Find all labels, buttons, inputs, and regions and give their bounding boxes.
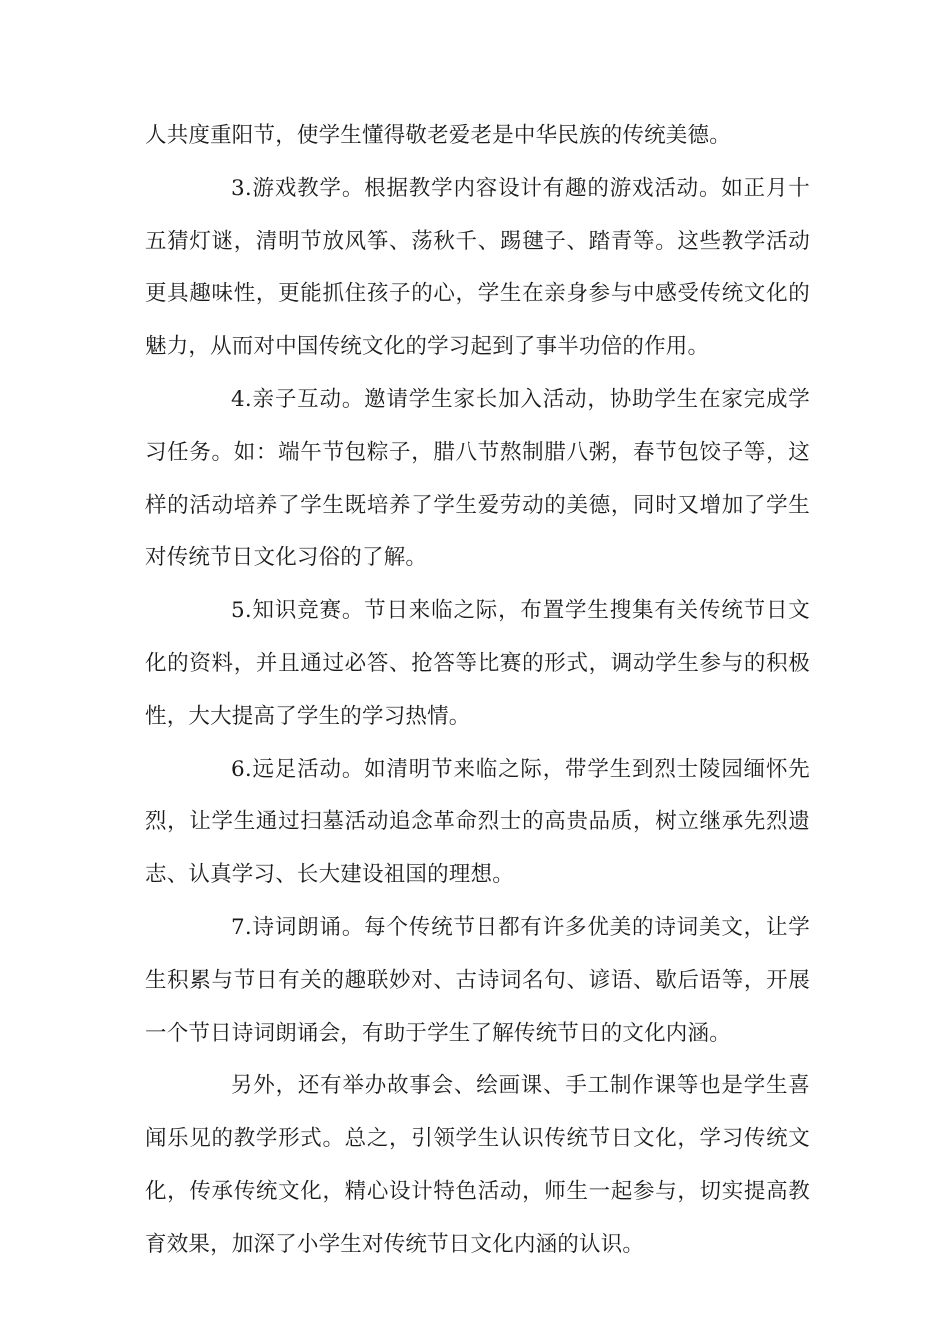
body-text <box>145 110 810 1272</box>
paragraph-conclusion: 另外，还有举办故事会、绘画课、手工制作课等也是学生喜闻乐见的教学形式。总之，引领学生认识传统节日文化，学习传统文化，传承传统文化，精心设计特色活动，师生一起参与，切实提高教育效果，加深了小学生对传统节日文化内涵的认识。 <box>145 1073 810 1257</box>
paragraph-outing-activity: 6.远足活动。如清明节来临之际，带学生到烈士陵园缅怀先烈，让学生通过扫墓活动追念革命烈士的高贵品质，树立继承先烈遗志、认真学习、长大建设祖国的理想。 <box>145 756 810 888</box>
paragraph-game-teaching: 3.游戏教学。根据教学内容设计有趣的游戏活动。如正月十五猜灯谜，清明节放风筝、荡秋千、踢毽子、踏青等。这些教学活动更具趣味性，更能抓住孩子的心，学生在亲身参与中感受传统文化的魅力，从而对中国传统文化的学习起到了事半功倍的作用。 <box>145 175 810 360</box>
paragraph-continuation: 人共度重阳节，使学生懂得敬老爱老是中华民族的传统美德。 <box>145 123 731 148</box>
paragraph-parent-child-interaction: 4.亲子互动。邀请学生家长加入活动，协助学生在家完成学习任务。如：端午节包粽子，腊八节熬制腊八粥，春节包饺子等，这样的活动培养了学生既培养了学生爱劳动的美德，同时又增加了学生对传统节日文化习俗的了解。 <box>145 386 810 571</box>
paragraph-poetry-recitation: 7.诗词朗诵。每个传统节日都有许多优美的诗词美文，让学生积累与节日有关的趣联妙对、古诗词名句、谚语、歇后语等，开展一个节日诗词朗诵会，有助于学生了解传统节日的文化内涵。 <box>145 914 810 1046</box>
paragraph-knowledge-contest: 5.知识竞赛。节日来临之际，布置学生搜集有关传统节日文化的资料，并且通过必答、抢答等比赛的形式，调动学生参与的积极性，大大提高了学生的学习热情。 <box>145 598 810 729</box>
